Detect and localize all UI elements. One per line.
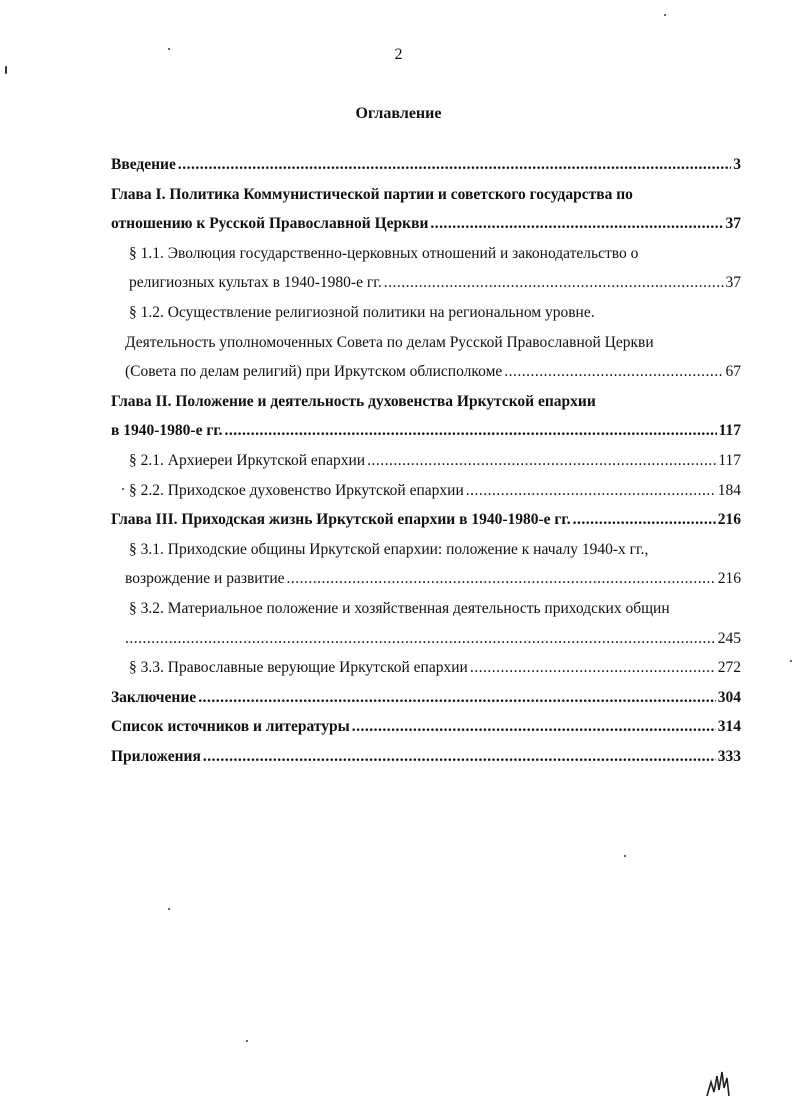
toc-entry-text: § 2.1. Архиереи Иркутской епархии — [129, 451, 366, 469]
toc-entry-text: § 3.3. Православные верующие Иркутской епархии — [129, 659, 468, 677]
toc-entry-text: Деятельность уполномоченных Совета по делам Русской Православной Церкви — [125, 333, 654, 351]
dot-leader — [203, 742, 716, 772]
toc-entry-text: Введение — [111, 156, 176, 173]
toc-entry-text: Список источников и литературы — [111, 718, 350, 736]
toc-entry-section-3-1[interactable] — [111, 535, 741, 565]
page-number: 2 — [394, 46, 403, 63]
toc-entry-page: 37 — [725, 274, 741, 292]
dot-leader — [125, 624, 716, 654]
toc-entry-page: 37 — [725, 215, 741, 233]
toc-entry-page: 314 — [717, 718, 741, 736]
toc-entry-text: (Совета по делам религий) при Иркутском облисполкоме — [125, 363, 503, 381]
toc-entry-page: 304 — [717, 688, 741, 706]
toc-entry-section-1-2-cont2[interactable] — [111, 357, 741, 387]
toc-entry-text: возрождение и развитие — [125, 570, 285, 588]
toc-entry-page: 117 — [718, 451, 741, 469]
scan-speck — [168, 48, 170, 50]
scan-speck — [790, 660, 792, 662]
scan-speck — [122, 488, 124, 490]
toc-entry-section-3-2[interactable] — [111, 594, 741, 624]
toc-entry-text: Глава I. Политика Коммунистической партии и советского государства по — [111, 185, 633, 203]
toc-entry-text: § 2.2. Приходское духовенство Иркутской епархии — [129, 481, 464, 499]
toc-entry-section-3-2-cont[interactable] — [111, 624, 741, 654]
toc-entry-text: § 1.1. Эволюция государственно-церковных отношений и законодательство о — [129, 244, 639, 262]
toc-entry-section-2-1[interactable] — [111, 446, 741, 476]
scan-speck — [5, 66, 7, 74]
dot-leader — [367, 446, 716, 476]
toc-entry-section-3-3[interactable] — [111, 653, 741, 683]
dot-leader — [466, 476, 716, 506]
toc-entry-introduction[interactable] — [111, 150, 741, 180]
dot-leader — [352, 712, 716, 742]
toc-entry-text: Заключение — [111, 688, 197, 706]
dot-leader — [573, 505, 716, 535]
toc-entry-text: отношению к Русской Православной Церкви — [111, 215, 429, 233]
toc-entry-page: 245 — [717, 629, 741, 647]
toc-entry-chapter-2[interactable] — [111, 387, 741, 417]
toc-entry-page: 333 — [717, 747, 741, 765]
toc-entry-section-2-2[interactable] — [111, 476, 741, 506]
scan-speck — [664, 14, 666, 16]
toc-entry-section-1-2-cont[interactable] — [111, 328, 741, 358]
scan-speck — [246, 1040, 248, 1042]
dot-leader — [504, 357, 723, 387]
dot-leader — [198, 683, 716, 713]
toc-entry-page: 216 — [717, 570, 741, 588]
toc-entry-text: Глава II. Положение и деятельность духовенства Иркутской епархии — [111, 392, 596, 410]
toc-entry-appendices[interactable] — [111, 742, 741, 772]
toc-entry-conclusion[interactable] — [111, 683, 741, 713]
table-of-contents — [111, 150, 741, 771]
toc-entry-section-1-1-cont[interactable] — [111, 268, 741, 298]
scan-speck — [624, 855, 626, 857]
toc-entry-text: Глава III. Приходская жизнь Иркутской епархии в 1940-1980-е гг. — [111, 511, 571, 529]
handwritten-mark-icon — [703, 1068, 733, 1098]
toc-entry-section-1-1[interactable] — [111, 239, 741, 269]
toc-entry-text: религиозных культах в 1940-1980-е гг. — [129, 274, 382, 292]
toc-entry-text: § 3.1. Приходские общины Иркутской епархии: положение к началу 1940-х гг., — [129, 540, 649, 558]
toc-entry-chapter-1-cont[interactable] — [111, 209, 741, 239]
toc-entry-chapter-3[interactable] — [111, 505, 741, 535]
toc-entry-bibliography[interactable] — [111, 712, 741, 742]
dot-leader — [287, 564, 716, 594]
toc-entry-text: § 1.2. Осуществление религиозной политики на региональном уровне. — [129, 303, 595, 321]
toc-entry-page: 216 — [717, 511, 741, 529]
toc-entry-page: 3 — [733, 156, 741, 173]
dot-leader — [470, 653, 716, 683]
scan-speck — [168, 908, 170, 910]
toc-entry-page: 184 — [717, 481, 741, 499]
toc-entry-section-3-1-cont[interactable] — [111, 564, 741, 594]
toc-entry-text: в 1940-1980-е гг. — [111, 422, 223, 440]
dot-leader — [178, 150, 731, 180]
toc-entry-page: 67 — [725, 363, 741, 381]
toc-entry-page: 272 — [717, 659, 741, 677]
toc-entry-chapter-1[interactable] — [111, 180, 741, 210]
toc-title: Оглавление — [355, 105, 442, 122]
toc-entry-page: 117 — [718, 422, 741, 440]
toc-entry-text: § 3.2. Материальное положение и хозяйственная деятельность приходских общин — [129, 599, 670, 617]
toc-entry-chapter-2-cont[interactable] — [111, 416, 741, 446]
toc-entry-text: Приложения — [111, 747, 201, 765]
dot-leader — [384, 268, 724, 298]
dot-leader — [430, 209, 723, 239]
toc-entry-section-1-2[interactable] — [111, 298, 741, 328]
dot-leader — [225, 416, 717, 446]
